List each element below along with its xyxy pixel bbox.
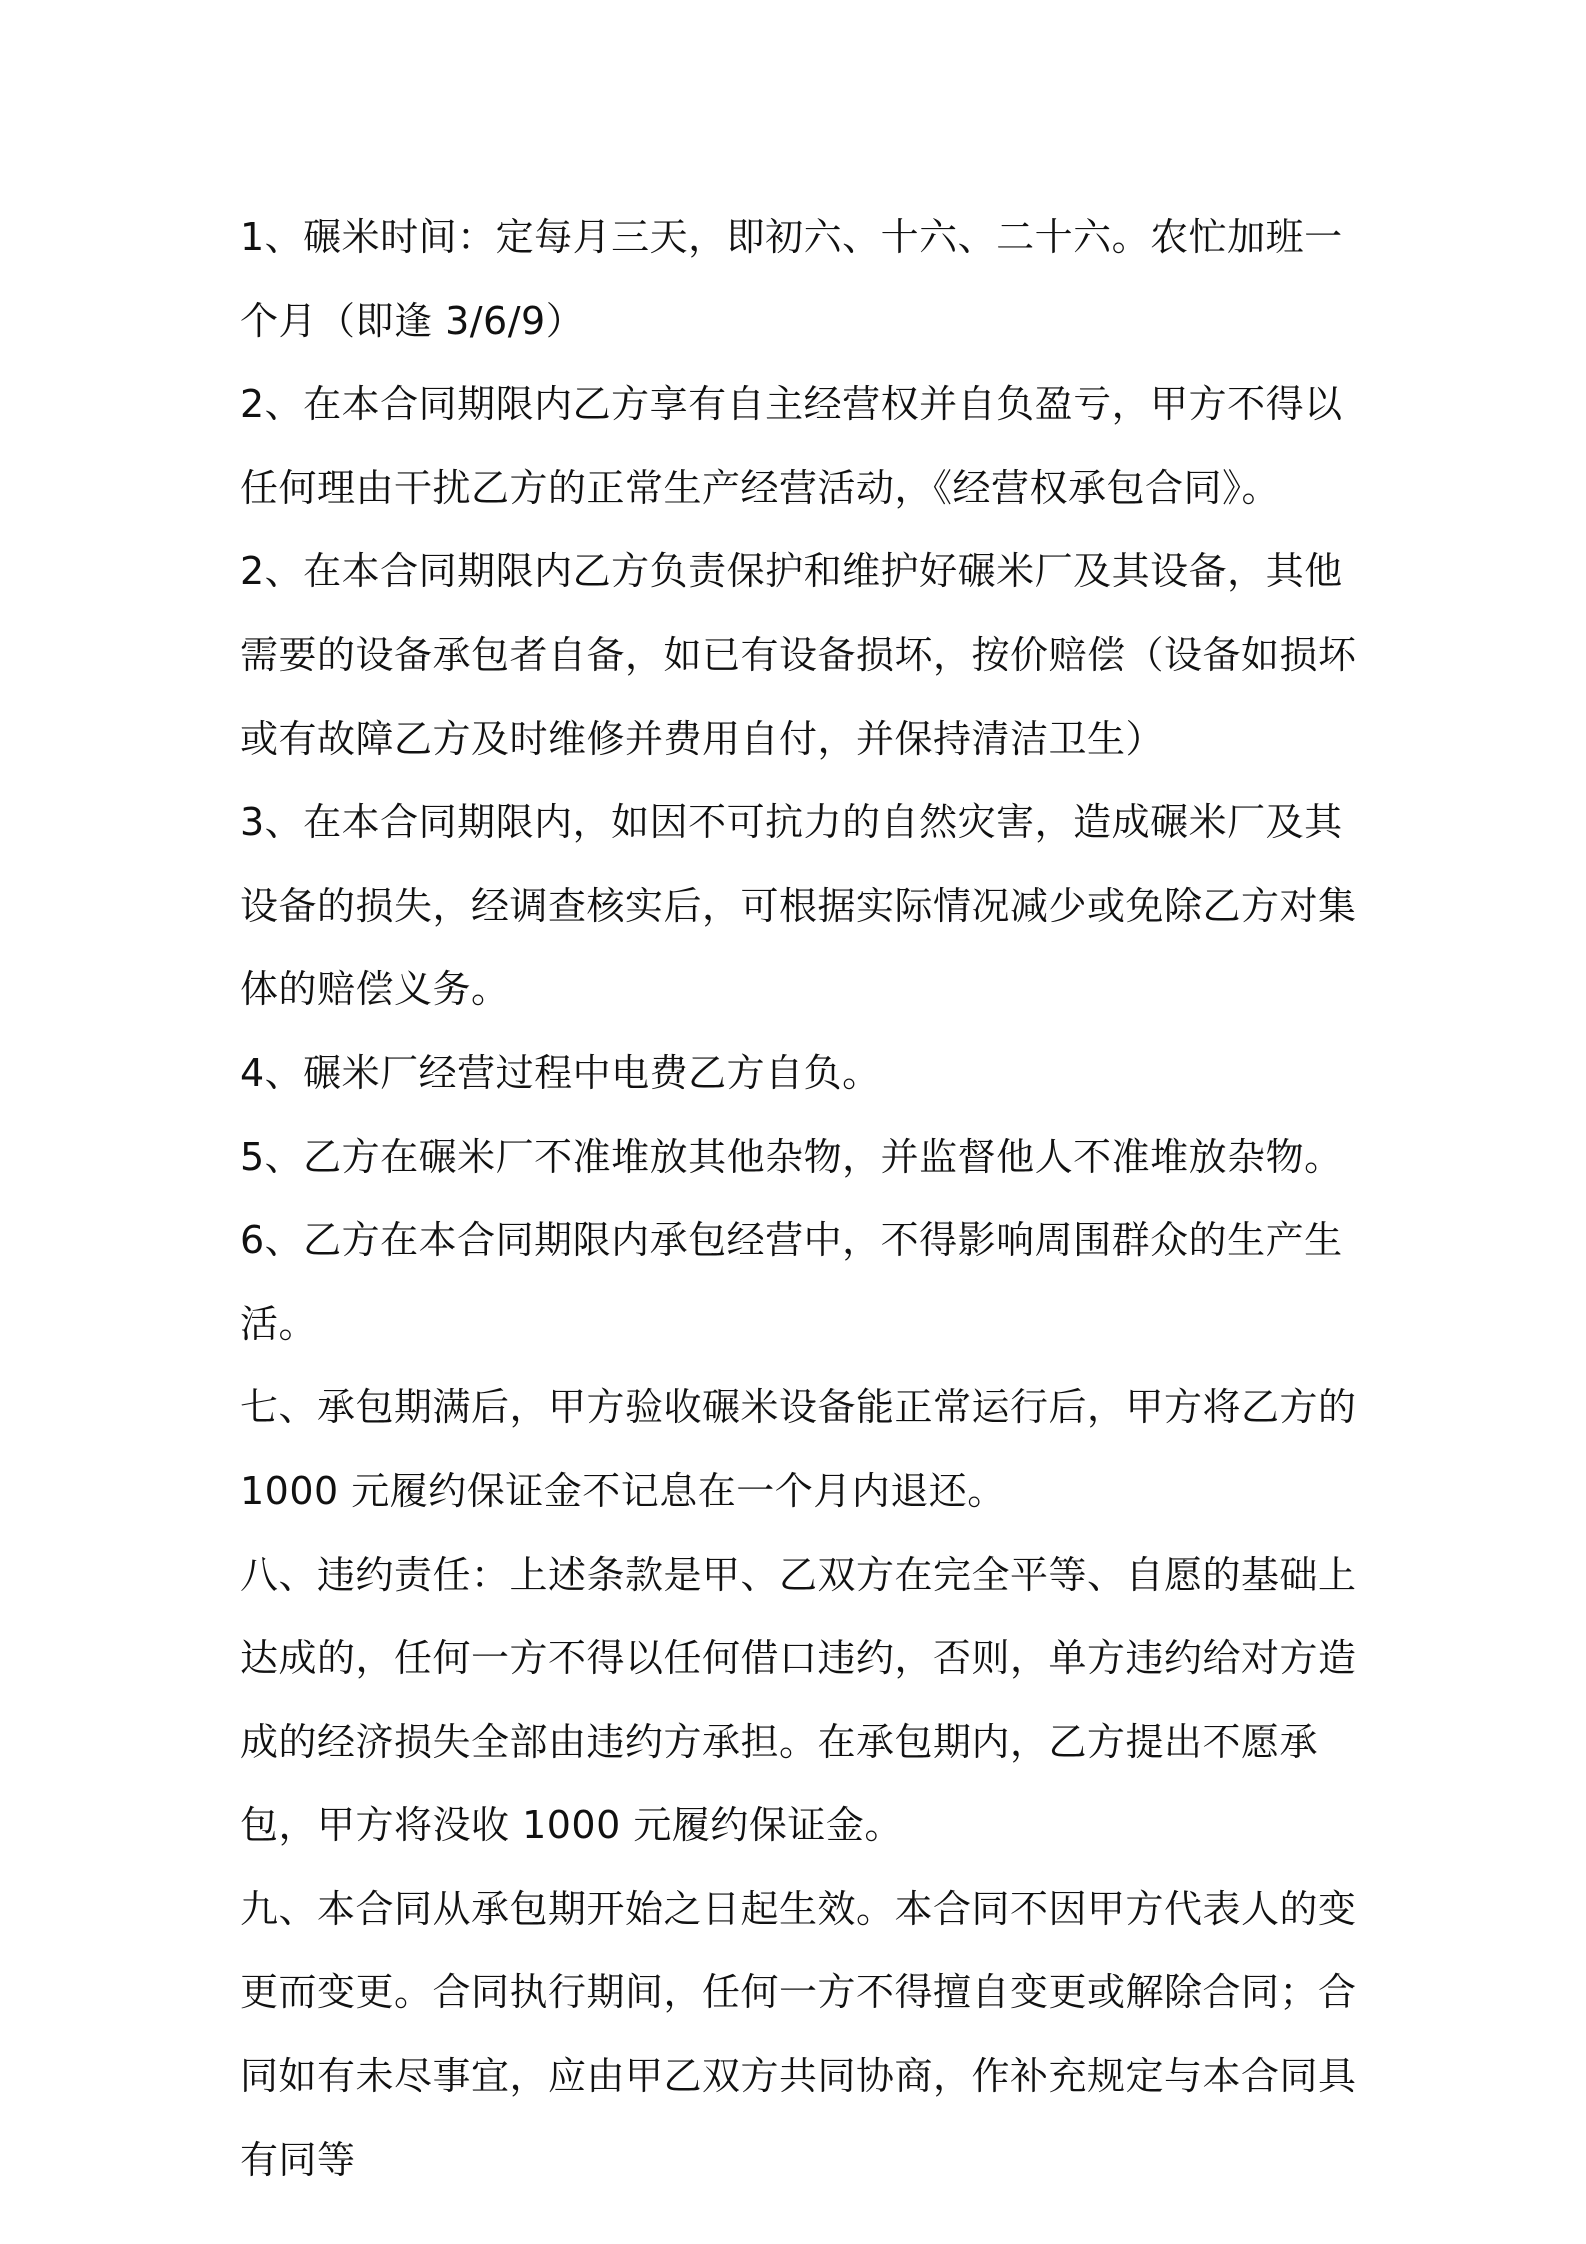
clause-2-equipment-maintenance: 2、在本合同期限内乙方负责保护和维护好碾米厂及其设备，其他需要的设备承包者自备，如已有设备损坏，按价赔偿（设备如损坏或有故障乙方及时维修并费用自付，并保持清洁卫生） [240, 549, 1357, 761]
clause-7-expiry-deposit: 七、承包期满后，甲方验收碾米设备能正常运行后，甲方将乙方的1000 元履约保证金不记息在一个月内退还。 [240, 1385, 1357, 1513]
clause-8-breach-liability: 八、违约责任：上述条款是甲、乙双方在完全平等、自愿的基础上达成的，任何一方不得以任何借口违约，否则，单方违约给对方造成的经济损失全部由违约方承担。在承包期内，乙方提出不愿承包，甲方将没收 1000 元履约保证金。 [240, 1552, 1357, 1848]
clause-2-operating-rights: 2、在本合同期限内乙方享有自主经营权并自负盈亏，甲方不得以任何理由干扰乙方的正常生产经营活动，《经营权承包合同》。 [240, 382, 1343, 510]
clause-9-effectiveness: 九、本合同从承包期开始之日起生效。本合同不因甲方代表人的变更而变更。合同执行期间，任何一方不得擅自变更或解除合同；合同如有未尽事宜，应由甲乙双方共同协商，作补充规定与本合同具有同等 [240, 1886, 1357, 2182]
contract-body [240, 196, 1360, 2202]
clause-5-storage: 5、乙方在碾米厂不准堆放其他杂物，并监督他人不准堆放杂物。 [240, 1134, 1343, 1179]
clause-1-milling-time: 1、碾米时间：定每月三天，即初六、十六、二十六。农忙加班一个月（即逢 3/6/9） [240, 215, 1343, 343]
clause-6-neighbors: 6、乙方在本合同期限内承包经营中，不得影响周围群众的生产生活。 [240, 1218, 1343, 1346]
clause-4-electricity: 4、碾米厂经营过程中电费乙方自负。 [240, 1050, 881, 1095]
clause-3-force-majeure: 3、在本合同期限内，如因不可抗力的自然灾害，造成碾米厂及其设备的损失，经调查核实后，可根据实际情况减少或免除乙方对集体的赔偿义务。 [240, 800, 1357, 1012]
